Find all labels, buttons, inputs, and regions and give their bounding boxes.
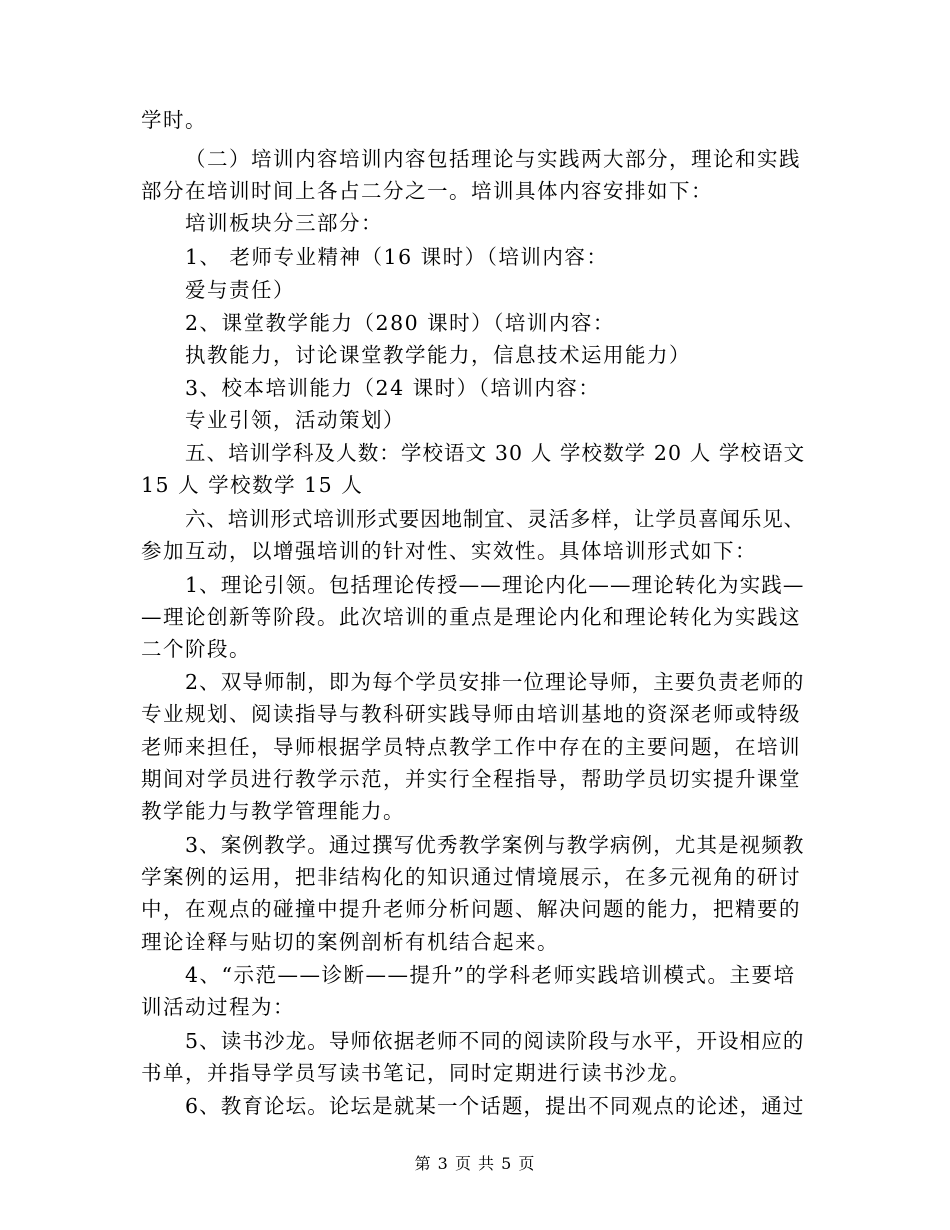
text-line: 专业引领，活动策划） xyxy=(185,408,405,432)
text-line: 专业规划、阅读指导与教科研实践导师由培训基地的资深老师或特级 xyxy=(141,702,801,726)
text-line: 培训板块分三部分： xyxy=(185,211,383,235)
text-line: （二）培训内容培训内容包括理论与实践两大部分，理论和实践 xyxy=(185,147,801,171)
text-line: 二个阶段。 xyxy=(141,637,251,661)
text-line: —理论创新等阶段。此次培训的重点是理论内化和理论转化为实践这 xyxy=(141,605,801,629)
text-line: 期间对学员进行教学示范，并实行全程指导，帮助学员切实提升课堂 xyxy=(141,767,801,791)
text-line: 1、理论引领。包括理论传授——理论内化——理论转化为实践— xyxy=(185,573,805,597)
text-line: 教学能力与教学管理能力。 xyxy=(141,799,405,823)
text-line: 5、读书沙龙。导师依据老师不同的阅读阶段与水平，开设相应的 xyxy=(185,1029,805,1053)
page-number-footer: 第 3 页 共 5 页 xyxy=(414,1154,536,1173)
text-line: 15 人 学校数学 15 人 xyxy=(141,473,364,497)
text-line: 理论诠释与贴切的案例剖析有机结合起来。 xyxy=(141,930,559,954)
text-line: 2、课堂教学能力（280 课时）（培训内容： xyxy=(185,311,615,335)
text-line: 爱与责任） xyxy=(185,278,295,302)
text-line: 1、 老师专业精神（16 课时）（培训内容： xyxy=(185,245,609,269)
text-line: 学案例的运用，把非结构化的知识通过情境展示，在多元视角的研讨 xyxy=(141,865,801,889)
text-line: 3、案例教学。通过撰写优秀教学案例与教学病例，尤其是视频教 xyxy=(185,833,805,857)
text-line: 书单，并指导学员写读书笔记，同时定期进行读书沙龙。 xyxy=(141,1061,691,1085)
text-line: 学时。 xyxy=(141,108,207,132)
text-line: 中，在观点的碰撞中提升老师分析问题、解决问题的能力，把精要的 xyxy=(141,897,801,921)
text-line: 六、培训形式培训形式要因地制宜、灵活多样，让学员喜闻乐见、 xyxy=(185,507,805,531)
text-line: 2、双导师制，即为每个学员安排一位理论导师，主要负责老师的 xyxy=(185,670,805,694)
text-line: 部分在培训时间上各占二分之一。培训具体内容安排如下： xyxy=(141,179,713,203)
text-line: 参加互动，以增强培训的针对性、实效性。具体培训形式如下： xyxy=(141,539,757,563)
text-line: 训活动过程为： xyxy=(141,995,295,1019)
text-line: 执教能力，讨论课堂教学能力，信息技术运用能力） xyxy=(185,343,691,367)
text-line: 老师来担任，导师根据学员特点教学工作中存在的主要问题，在培训 xyxy=(141,735,801,759)
text-line: 五、培训学科及人数：学校语文 30 人 学校数学 20 人 学校语文 xyxy=(185,441,806,465)
text-line: 6、教育论坛。论坛是就某一个话题，提出不同观点的论述，通过 xyxy=(185,1094,805,1118)
text-line: 4、“示范——诊断——提升”的学科老师实践培训模式。主要培 xyxy=(185,963,796,987)
text-line: 3、校本培训能力（24 课时）（培训内容： xyxy=(185,376,601,400)
